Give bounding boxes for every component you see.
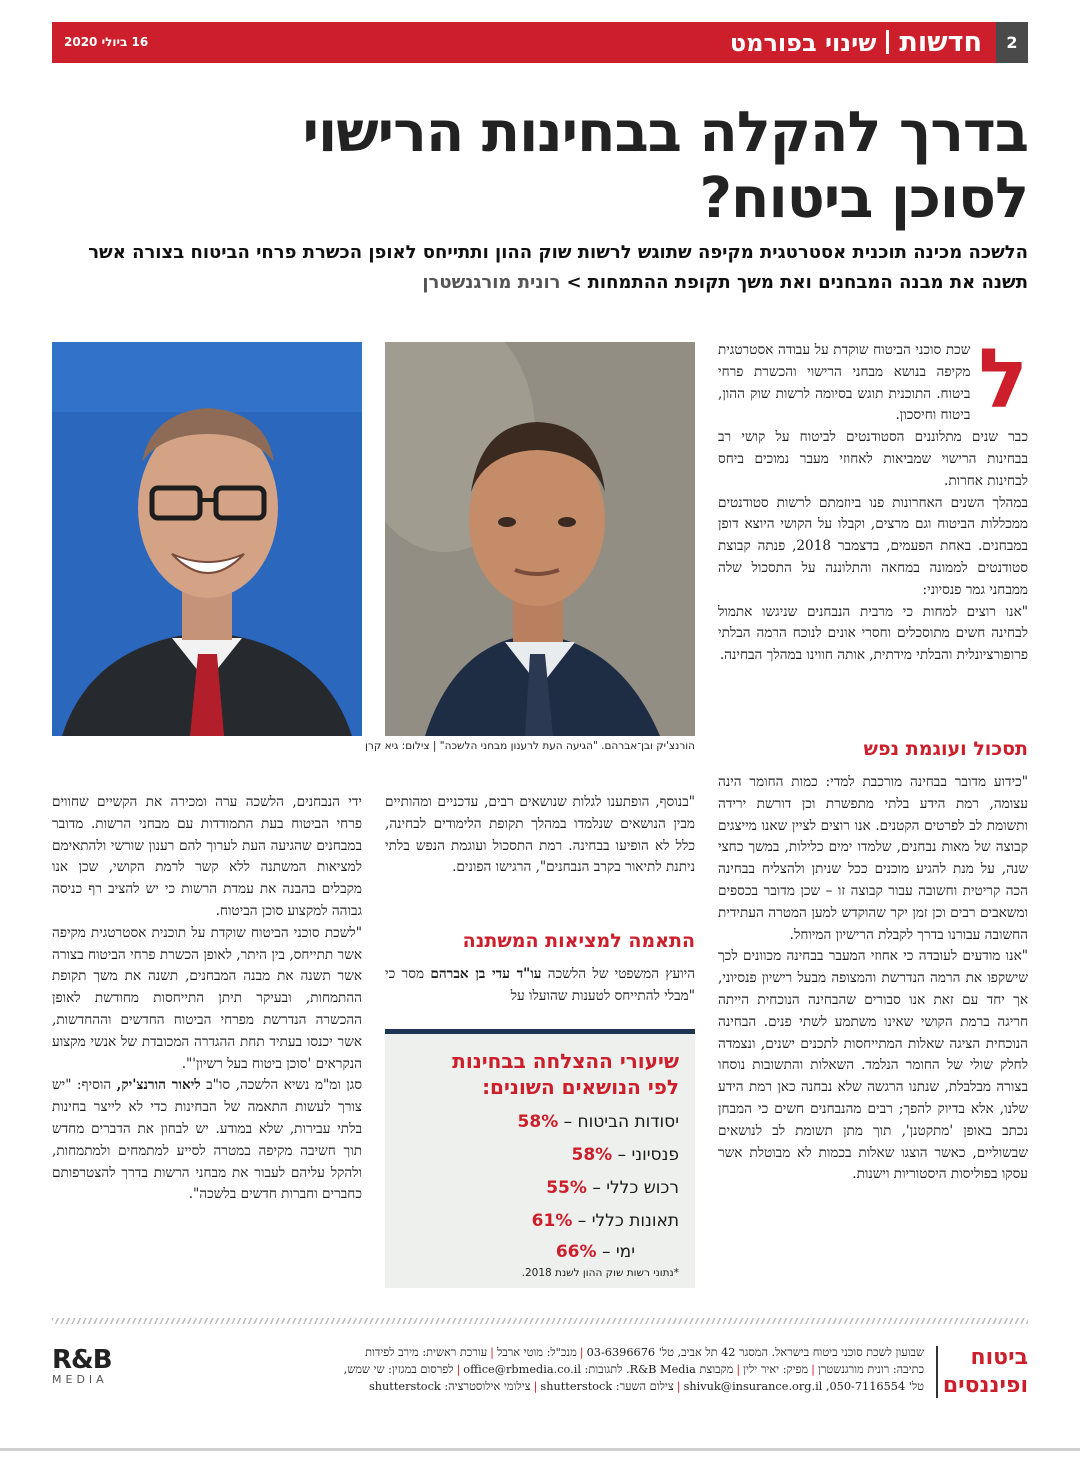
paragraph-2: כבר שנים מתלוננים הסטודנטים לביטוח על קושי רב בבחינות הרישוי שמביאות לאחוזי מעבר נמוכים ביחס לבחינות אחרות.: [718, 429, 1028, 489]
credits-editor: עורכת ראשית: מירב לפידות: [365, 1346, 488, 1359]
stat-label: תאונות כללי: [591, 1211, 679, 1231]
byline-arrow: >: [566, 272, 582, 293]
credits-advertising: לפרסום במגזין: שי שמש,: [343, 1363, 454, 1376]
success-rates-box: [385, 1029, 695, 1288]
credits-line-3: טל' 050-7116554, shivuk@insurance.org.il|צילום השער: shutterstock|צילומי אילוסטרציה: shutterstock: [368, 1380, 924, 1393]
credits-line-1: שבועון לשכת סוכני ביטוח בישראל. המסגר 42 תל אביב, טל' 03-6396676|מנכ"ל: מוטי ארבל|עורכת ראשית: מירב לפידות: [365, 1346, 924, 1359]
legal-advisor-intro: היועץ המשפטי של הלשכה: [547, 966, 696, 982]
credits-producer: מפיק: יאיר ילין: [743, 1363, 809, 1376]
paragraph-4: "אנו רוצים למחות כי מרבית הנבחנים שניגשו אתמול לבחינה חשים מתוסכלים וחסרי אונים לנוכח הרמה הבלתי פרופורציונלית והבלתי מידתית, אותה חווינו במהלך הבחינה.: [718, 603, 1028, 664]
stats-footnote: *נתוני רשות שוק ההון לשנת 2018.: [521, 1267, 679, 1279]
stat-dash: –: [601, 1242, 611, 1262]
stat-value: 66%: [555, 1242, 597, 1262]
brand-line-2: ופיננסים: [942, 1373, 1028, 1398]
stat-value: 55%: [546, 1178, 587, 1198]
paragraph-8: [385, 964, 695, 1008]
stat-row: [518, 1112, 679, 1132]
stat-value: 58%: [571, 1145, 613, 1165]
success-rates-title-line-1: שיעורי ההצלחה בבחינות: [452, 1049, 679, 1073]
paragraph-6: "אנו מודעים לעובדה כי אחוזי המעבר בבחינה מכוונים לכך שישקפו את הרמה הנדרשת והמצופה מבעל רישיון פנסיוני, אך יחד עם זאת אנו סבורים שהבחינה הנוכחית הייתה חריגה ברמת הקושי שאינו משתמע לשתי פנים. הבחינה הנוכחית הציגה שאלות המתייחסות לתכנים ישנים, ונצמדה לחלק שולי של החומר הנלמד. השאלות והתשובות נוסחו בצורה מבלבלת, שנתנו הרגשה שלא נבחנה כאן רמת הידע שלנו, אלא בדיוק להפך; רבים מהנבחנים חשים כי המבחן נכתב באופן 'מתקטנן', תוך מתן תשומת לב לנושאים שבשוליים, כאשר הוצגו שאלות בכמות לא מבוטלת אשר עסקו בפוליסות היסטוריות וישנות.: [718, 948, 1028, 1183]
paragraph-7: "בנוסף, הופתענו לגלות שנושאים רבים, עדכניים ומהותיים מבין הנושאים שנלמדו במהלך תקופת הלימודים לבחינה, כלל לא הופיעו בבחינה. רמת התסכול ועוגמת הנפש בלתי ניתנת לתיאור בקרב הנבחנים", הרגישו הפונים.: [385, 794, 695, 876]
portrait-ben-avraham: [385, 342, 695, 736]
credits-writer: כתיבה: רונית מורגנשטרן: [817, 1363, 924, 1376]
subsection-label: שינוי בפורמט: [729, 29, 877, 57]
subheading-adaptation: התאמה למציאות המשתנה: [462, 930, 695, 952]
paragraph-intro: שכת סוכני הביטוח שוקדת על עבודה אסטרטגית מקיפה בנושא מבחני הרישוי והכשרת פרחי ביטוח. התוכנית תוגש בסיומה לרשות שוק ההון, ביטוח וחיסכון.: [718, 342, 971, 424]
section-label: חדשות: [899, 27, 982, 58]
page-bottom-rule: [0, 1448, 1080, 1451]
section-title: [730, 22, 982, 63]
stat-row: [546, 1178, 679, 1198]
brand-line-1: ביטוח: [970, 1345, 1028, 1370]
article-column-right-top: [718, 332, 1028, 667]
photo-caption: הורנצ'יק ובן־אברהם. "הגיעה העת לרענון מבחני הלשכה" | צילום: גיא קרן: [365, 740, 695, 752]
article-column-middle-2: [385, 964, 695, 1008]
article-column-left: [52, 792, 362, 1206]
brand-divider: [936, 1346, 938, 1398]
article-column-middle: [385, 792, 695, 879]
deputy-quote: הוסיף: "יש צורך לעשות התאמה של הבחינות כדי לא לייצר בחינות בלתי עבירות, שלא במודע. יש לבחון את הדברים מחדש תוך חשיבה מקיפה במטרה לסייע למתמחים ולמתמחות, ולהקל עליהם לעבור את מבחני הרשות בדרך להצטרפותם כחברים וחברות חדשים בלשכה".: [52, 1077, 362, 1203]
subheading-frustration: תסכול ועוגמת נפש: [863, 738, 1028, 760]
publication-brand: [944, 1344, 1028, 1400]
credits-cover-photo: צילום השער: shutterstock: [540, 1380, 674, 1393]
paragraph-10: "לשכת סוכני הביטוח שוקדת על תוכנית אסטרטגית מקיפה אשר תתייחס, בין היתר, לאופן הכשרת פרחי הביטוח בצורה אשר תשנה את מבנה המבחנים, תשנה את משך תקופת ההתמחות, ובעיקר תיתן התייחסות מחודשת לאופן ההכשרה הנדרשת מפרחי הביטוח החדשים וההחדשות, אשר יכנסו בעתיד תחת ההגדרה המכובדת של אנשי מקצוע הנקראים 'סוכן ביטוח בעל רשיון'".: [52, 924, 362, 1072]
caption-text: הורנצ'יק ובן־אברהם. "הגיעה העת לרענון מבחני הלשכה": [439, 740, 695, 752]
paragraph-11: [52, 1075, 362, 1206]
paragraph-5: "כידוע מדובר בבחינה מורכבת למדי: כמות החומר הינה עצומה, רמת הידע בלתי מתפשרת וכן דורשת ירידה ותשומת לב לפרטים הקטנים. אנו רוצים לציין שאנו מייצגים קבוצה של מאות נבחנים, שלמדו ימים כלילות, במשך כחצי שנה, על מנת להגיע מוכנים ככל שניתן ולהצליח בבחינה הכה קריטית וחשובה עבור קבוצה זו – שכן מדובר בכספים ומשאבים רבים וכן זמן יקר שהוקדש למען המטרה העתידית החשובה עבורנו בדרך לקבלת הרישיון המיוחל.: [718, 774, 1028, 943]
credits-line-2: כתיבה: רונית מורגנשטרן|מפיק: יאיר ילין|מקבוצת R&B Media. לתגובות: office@rbmedia.co.il|לפרסום במגזין: שי שמש,: [343, 1363, 924, 1376]
page-number: 2: [996, 22, 1028, 63]
stat-label: רכוש כללי: [606, 1178, 679, 1198]
paragraph-3: במהלך השנים האחרונות פנו ביוזמתם לרשות סטודנטים ממכללות הביטוח וגם מרצים, וקבלו על הקושי היוצא דופן במבחנים. באחת הפעמים, בדצמבר 2018, פנתה קבוצת סטודנטים לממונה במחאה והתלוננה על התסכול שלה ממבחני גמר פנסיוני:: [718, 494, 1028, 598]
byline: רונית מורגנשטרן: [422, 272, 561, 293]
stat-row: [556, 1242, 635, 1262]
credits-publisher: שבועון לשכת סוכני ביטוח בישראל. המסגר 42 תל אביב, טל' 03-6396676: [586, 1346, 924, 1359]
publication-credits: [238, 1344, 924, 1395]
stat-label: פנסיוני: [631, 1145, 679, 1165]
deck: [52, 238, 1028, 298]
footer-divider: [52, 1318, 1028, 1324]
section-header-bar: [52, 22, 996, 63]
stat-dash: –: [592, 1178, 601, 1198]
deputy-name: ליאור הורנצ'יק,: [116, 1077, 201, 1094]
photo-hornczyk: [52, 342, 362, 736]
stat-label: ימי: [615, 1242, 635, 1262]
stat-value: 61%: [531, 1211, 573, 1231]
drop-cap: ל: [978, 332, 1028, 427]
rb-logo-media: MEDIA: [52, 1373, 108, 1386]
stat-label: יסודות הביטוח: [577, 1112, 679, 1132]
deputy-intro: סגן ומ"מ נשיא הלשכה, סו"ב: [206, 1077, 362, 1094]
stat-dash: –: [563, 1112, 573, 1132]
headline-line-1: בדרך להקלה בבחינות הרישוי: [302, 100, 1028, 165]
rb-logo-text: R&B: [52, 1345, 112, 1375]
credits-illustrations: צילומי אילוסטרציה: shutterstock: [368, 1380, 531, 1393]
success-rates-title-line-2: לפי הנושאים השונים:: [482, 1075, 679, 1099]
stat-dash: –: [617, 1145, 627, 1165]
photo-ben-avraham: [385, 342, 695, 736]
article-column-right-bottom: [718, 772, 1028, 1186]
credits-contact: מקבוצת R&B Media. לתגובות: office@rbmedia.co.il: [463, 1363, 734, 1376]
stat-value: 58%: [517, 1112, 559, 1132]
credits-ad-contact: טל' 050-7116554, shivuk@insurance.org.il: [683, 1380, 924, 1393]
stat-row: [571, 1145, 679, 1165]
credits-ceo: מנכ"ל: מוטי ארבל: [496, 1346, 577, 1359]
caption-credit: צילום: גיא קרן: [365, 740, 430, 752]
section-divider: [886, 30, 889, 54]
portrait-hornczyk: [52, 342, 362, 736]
legal-advisor-quote: מסר כי "מבלי להתייחס לטענות שהועלו על: [385, 966, 695, 1004]
deck-text: הלשכה מכינה תוכנית אסטרטגית מקיפה שתוגש לרשות שוק ההון ותתייחס לאופן הכשרת פרחי הביטוח בצורה אשר תשנה את מבנה המבחנים ואת משך תקופת ההתמחות: [88, 242, 1028, 293]
paragraph-9: ידי הנבחנים, הלשכה ערה ומכירה את הקשיים שחווים פרחי הביטוח בעת התמודדות עם מבחני הרשות. מדובר במבחנים שהגיעה העת לערוך להם רענון שורשי ולהתאימם למציאות המשתנה ללא קשר לרמת הקושי, שכן אנו מקבלים בהבנה את עמדת הרשות כי יש להציב רף כניסה גבוהה למקצוע סוכן הביטוח.: [52, 794, 362, 919]
stat-dash: –: [577, 1211, 587, 1231]
rb-media-logo: [52, 1346, 122, 1386]
stat-row: [532, 1211, 679, 1231]
headline: [128, 100, 1028, 232]
legal-advisor-name: עו"ד עדי בן אברהם: [430, 966, 542, 982]
success-rates-title: [399, 1048, 679, 1100]
headline-line-2: לסוכן ביטוח?: [699, 166, 1028, 231]
issue-date: 16 ביולי 2020: [64, 35, 149, 49]
